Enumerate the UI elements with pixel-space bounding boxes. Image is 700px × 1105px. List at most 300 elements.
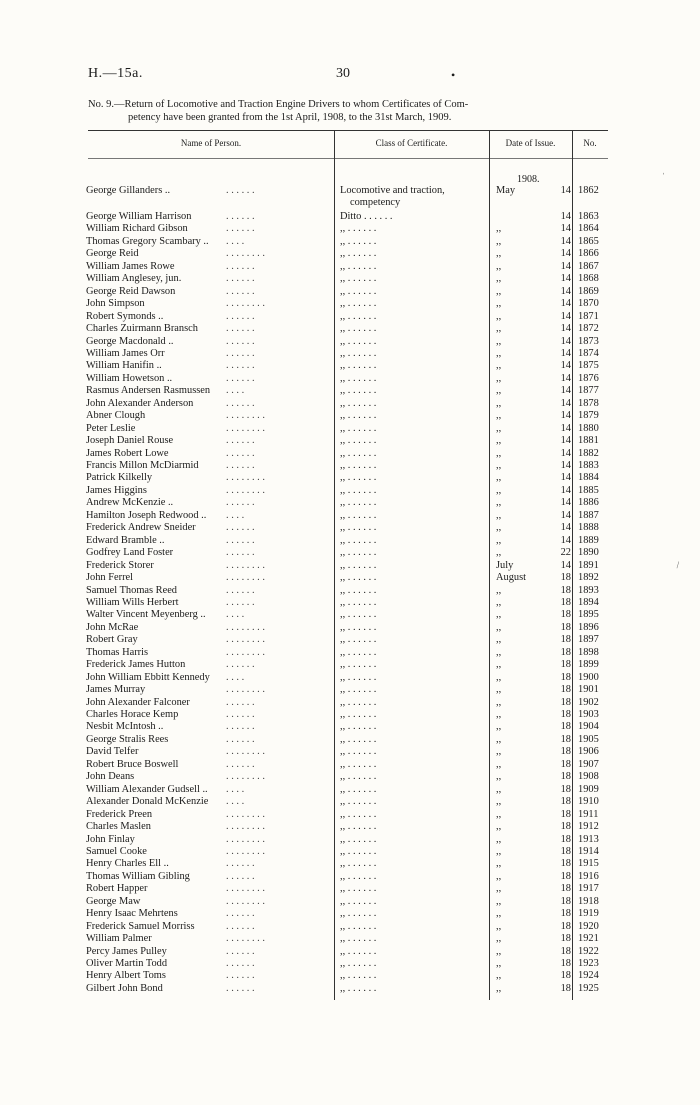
person-name: Robert Gray: [86, 634, 138, 646]
leader-dots: . . . .: [226, 796, 245, 808]
leader-dots: . . . . . .: [226, 260, 255, 272]
issue-day: 18: [560, 758, 571, 770]
margin-mark: \: [673, 560, 682, 571]
table-row: [0, 908, 700, 920]
table-row: [0, 448, 700, 460]
table-row: [0, 684, 700, 696]
leader-dots: . . . . . . . .: [226, 484, 265, 496]
certificate-class: ,, . . . . . .: [340, 447, 377, 459]
leader-dots: . . . .: [226, 385, 245, 397]
certificate-number: 1906: [578, 746, 599, 758]
certificate-number: 1866: [578, 248, 599, 260]
issue-day: 14: [560, 298, 571, 310]
issue-month: ,,: [496, 721, 502, 733]
leader-dots: . . . . . . . .: [226, 634, 265, 646]
person-name: George William Harrison: [86, 211, 192, 222]
person-name: Joseph Daniel Rouse: [86, 435, 174, 447]
leader-dots: . . . .: [226, 783, 245, 795]
certificate-class: ,, . . . . . .: [340, 783, 377, 795]
certificate-number: 1888: [578, 522, 599, 534]
certificate-number: 1925: [578, 982, 599, 994]
issue-month: ,,: [496, 808, 502, 820]
issue-month: ,,: [496, 783, 502, 795]
issue-day: 14: [560, 422, 571, 434]
issue-day: 22: [560, 547, 571, 559]
leader-dots: . . . . . .: [226, 696, 255, 708]
leader-dots: . . . . . .: [226, 596, 255, 608]
leader-dots: . . . .: [226, 609, 245, 621]
person-name: James Higgins: [86, 484, 147, 496]
certificate-class: ,, . . . . . .: [340, 733, 377, 745]
issue-day: 14: [560, 285, 571, 297]
certificate-number: 1919: [578, 908, 599, 920]
certificate-number: 1868: [578, 273, 599, 285]
person-name: James Robert Lowe: [86, 447, 169, 459]
table-row: [0, 647, 700, 659]
leader-dots: . . . . . .: [226, 709, 255, 720]
leader-dots: . . . . . .: [226, 460, 255, 471]
issue-day: 14: [560, 248, 571, 260]
person-name: William Howetson ..: [86, 372, 173, 384]
column-header-date: Date of Issue.: [505, 138, 556, 148]
leader-dots: . . . . . .: [226, 534, 255, 546]
person-name: John Simpson: [86, 298, 145, 310]
certificate-class: ,, . . . . . .: [340, 758, 377, 770]
table-row: [0, 472, 700, 484]
certificate-number: 1864: [578, 223, 599, 235]
certificate-class: ,, . . . . . .: [340, 970, 377, 982]
leader-dots: . . . . . .: [226, 721, 255, 733]
leader-dots: . . . . . . . .: [226, 646, 265, 658]
person-name: Walter Vincent Meyenberg ..: [86, 609, 206, 621]
table-row: [0, 659, 700, 671]
certificate-class: ,, . . . . . .: [340, 621, 377, 633]
certificate-number: 1889: [578, 534, 599, 546]
certificate-number: 1907: [578, 758, 599, 770]
issue-day: 14: [560, 410, 571, 422]
certificate-number: 1920: [578, 920, 599, 932]
certificate-class: ,, . . . . . .: [340, 908, 377, 920]
leader-dots: . . . . . .: [226, 447, 255, 459]
issue-day: 18: [560, 796, 571, 808]
issue-day: 14: [560, 223, 571, 235]
leader-dots: . . . . . . . .: [226, 883, 265, 895]
certificate-class: ,, . . . . . .: [340, 323, 377, 335]
issue-day: 18: [560, 659, 571, 671]
person-name: Rasmus Andersen Rasmussen: [86, 385, 211, 397]
person-name: Charles Horace Kemp: [86, 709, 179, 720]
person-name: Robert Symonds ..: [86, 310, 164, 322]
leader-dots: . . . . . .: [226, 659, 255, 671]
certificate-number: 1877: [578, 385, 599, 397]
certificate-number: 1865: [578, 235, 599, 247]
year-label: 1908.: [517, 174, 540, 185]
table-row: [0, 360, 700, 372]
issue-month: ,,: [496, 310, 502, 322]
leader-dots: . . . .: [226, 671, 245, 683]
issue-day: 18: [560, 883, 571, 895]
table-row: [0, 921, 700, 933]
issue-day: 14: [560, 185, 571, 196]
issue-day: 18: [560, 845, 571, 857]
certificate-number: 1863: [578, 211, 599, 222]
issue-day: 14: [560, 372, 571, 384]
certificate-number: 1869: [578, 285, 599, 297]
leader-dots: . . . . . .: [226, 958, 255, 969]
certificate-number: 1897: [578, 634, 599, 646]
issue-day: 14: [560, 310, 571, 322]
certificate-class: ,, . . . . . .: [340, 484, 377, 496]
leader-dots: . . . . . .: [226, 285, 255, 297]
column-header-class: Class of Certificate.: [375, 138, 448, 148]
person-name: John Finlay: [86, 833, 135, 845]
certificate-number: 1896: [578, 621, 599, 633]
table-row: [0, 746, 700, 758]
person-name: Francis Millon McDiarmid: [86, 460, 199, 471]
issue-month: ,,: [496, 671, 502, 683]
person-name: William James Rowe: [86, 260, 175, 272]
table-row: [0, 883, 700, 895]
leader-dots: . . . .: [226, 509, 245, 521]
table-row: [0, 784, 700, 796]
column-header-name: Name of Person.: [180, 138, 242, 148]
leader-dots: . . . . . .: [226, 970, 255, 982]
person-name: George Macdonald ..: [86, 335, 174, 347]
issue-month: ,,: [496, 758, 502, 770]
table-row: [0, 510, 700, 522]
certificate-number: 1910: [578, 796, 599, 808]
person-name: Henry Isaac Mehrtens: [86, 908, 178, 920]
leader-dots: . . . . . .: [226, 733, 255, 745]
person-name: Edward Bramble ..: [86, 534, 165, 546]
certificate-class: ,, . . . . . .: [340, 808, 377, 820]
certificate-class: ,, . . . . . .: [340, 696, 377, 708]
leader-dots: . . . . . . . .: [226, 746, 265, 758]
person-name: John Ferrel: [86, 572, 134, 584]
first-class-line-2: competency: [350, 197, 401, 209]
issue-day: 18: [560, 696, 571, 708]
issue-month: ,,: [496, 584, 502, 596]
issue-month: ,,: [496, 460, 502, 471]
person-name: Abner Clough: [86, 410, 146, 422]
certificate-number: 1873: [578, 335, 599, 347]
table-row: [0, 821, 700, 833]
issue-month: ,,: [496, 260, 502, 272]
table-row: [0, 609, 700, 621]
certificate-number: 1904: [578, 721, 599, 733]
issue-month: ,,: [496, 945, 502, 957]
person-name: Frederick James Hutton: [86, 659, 186, 671]
certificate-class: ,, . . . . . .: [340, 920, 377, 932]
leader-dots: . . . . . .: [226, 870, 255, 882]
issue-month: ,,: [496, 733, 502, 745]
issue-month: ,,: [496, 646, 502, 658]
certificate-class: ,, . . . . . .: [340, 559, 377, 571]
certificate-class: ,, . . . . . .: [340, 596, 377, 608]
issue-month: ,,: [496, 335, 502, 347]
issue-day: 18: [560, 671, 571, 683]
issue-day: 14: [560, 522, 571, 534]
issue-day: 14: [560, 347, 571, 359]
person-name: Thomas William Gibling: [86, 870, 190, 882]
person-name: William Alexander Gudsell ..: [86, 783, 208, 795]
certificate-number: 1909: [578, 783, 599, 795]
certificate-number: 1887: [578, 509, 599, 521]
leader-dots: . . . . . . . .: [226, 422, 265, 434]
issue-day: 18: [560, 634, 571, 646]
certificate-class: ,, . . . . . .: [340, 285, 377, 297]
table-row: [0, 809, 700, 821]
table-row: [0, 672, 700, 684]
certificate-number: 1916: [578, 870, 599, 882]
issue-month: ,,: [496, 883, 502, 895]
certificate-number: 1913: [578, 833, 599, 845]
table-title: [88, 98, 608, 124]
certificate-number: 1870: [578, 298, 599, 310]
table-row: [0, 348, 700, 360]
person-name: Henry Charles Ell ..: [86, 858, 169, 870]
certificate-class: ,, . . . . . .: [340, 721, 377, 733]
issue-day: 18: [560, 821, 571, 833]
issue-month: ,,: [496, 347, 502, 359]
leader-dots: . . . . . . . .: [226, 808, 265, 820]
person-name: John Alexander Falconer: [86, 696, 190, 708]
issue-month: ,,: [496, 298, 502, 310]
page-number: 30: [336, 66, 350, 81]
table-row: [0, 248, 700, 260]
table-top-rule: [88, 130, 608, 131]
issue-month: ,,: [496, 684, 502, 696]
certificate-number: 1923: [578, 958, 599, 969]
certificate-number: 1924: [578, 970, 599, 982]
leader-dots: . . . . . .: [226, 223, 255, 235]
issue-month: ,,: [496, 484, 502, 496]
issue-day: 14: [560, 497, 571, 509]
certificate-class: ,, . . . . . .: [340, 310, 377, 322]
issue-day: 18: [560, 870, 571, 882]
table-row: [0, 771, 700, 783]
issue-month: ,,: [496, 746, 502, 758]
certificate-number: 1921: [578, 933, 599, 945]
issue-month: ,,: [496, 223, 502, 235]
certificate-class: ,, . . . . . .: [340, 534, 377, 546]
issue-day: 18: [560, 970, 571, 982]
first-class-line-1: Locomotive and traction,: [340, 185, 445, 196]
table-row: [0, 485, 700, 497]
issue-day: 14: [560, 435, 571, 447]
person-name: Robert Happer: [86, 883, 148, 895]
person-name: Oliver Martin Todd: [86, 958, 168, 969]
certificate-class: ,, . . . . . .: [340, 584, 377, 596]
certificate-class: ,, . . . . . .: [340, 883, 377, 895]
issue-month: ,,: [496, 771, 502, 783]
person-name: Frederick Storer: [86, 559, 154, 571]
certificate-class: ,, . . . . . .: [340, 385, 377, 397]
table-row: [0, 572, 700, 584]
certificate-class: ,, . . . . . .: [340, 347, 377, 359]
leader-dots: . . . . . .: [226, 982, 255, 994]
issue-day: 18: [560, 982, 571, 994]
issue-day: 18: [560, 646, 571, 658]
certificate-class: ,, . . . . . .: [340, 223, 377, 235]
issue-day: 18: [560, 858, 571, 870]
certificate-number: 1912: [578, 821, 599, 833]
issue-day: 14: [560, 460, 571, 471]
person-name: William Hanifin ..: [86, 360, 162, 372]
certificate-number: 1900: [578, 671, 599, 683]
leader-dots: . . . . . . . .: [226, 298, 265, 310]
issue-day: 18: [560, 609, 571, 621]
certificate-class: ,, . . . . . .: [340, 709, 377, 720]
issue-month: ,,: [496, 933, 502, 945]
issue-month: ,,: [496, 323, 502, 335]
table-row: [0, 858, 700, 870]
certificate-number: 1903: [578, 709, 599, 720]
issue-month: ,,: [496, 447, 502, 459]
certificate-number: 1867: [578, 260, 599, 272]
certificate-number: 1911: [578, 808, 599, 820]
issue-month: ,,: [496, 235, 502, 247]
issue-month: ,,: [496, 845, 502, 857]
certificate-class: ,, . . . . . .: [340, 634, 377, 646]
issue-day: 14: [560, 211, 571, 222]
issue-day: 14: [560, 385, 571, 397]
certificate-number: 1893: [578, 584, 599, 596]
certificate-class: ,, . . . . . .: [340, 260, 377, 272]
issue-month: ,,: [496, 522, 502, 534]
leader-dots: . . . . . .: [226, 310, 255, 322]
person-name: George Stralis Rees: [86, 733, 169, 745]
person-name: John Alexander Anderson: [86, 397, 194, 409]
certificate-class: ,, . . . . . .: [340, 460, 377, 471]
certificate-number: 1880: [578, 422, 599, 434]
certificate-class: ,, . . . . . .: [340, 821, 377, 833]
issue-day: 14: [560, 472, 571, 484]
certificate-class: ,, . . . . . .: [340, 509, 377, 521]
certificate-class: ,, . . . . . .: [340, 497, 377, 509]
certificate-class: ,, . . . . . .: [340, 933, 377, 945]
certificate-number: 1884: [578, 472, 599, 484]
issue-day: 18: [560, 572, 571, 584]
table-title-line-2: petency have been granted from the 1st April, 1908, to the 31st March, 1909.: [128, 112, 452, 123]
table-row: [0, 734, 700, 746]
person-name: William Palmer: [86, 933, 152, 945]
issue-month: ,,: [496, 821, 502, 833]
certificate-class: ,, . . . . . .: [340, 273, 377, 285]
issue-day: 18: [560, 920, 571, 932]
person-name: Robert Bruce Boswell: [86, 758, 179, 770]
certificate-number: 1876: [578, 372, 599, 384]
issue-day: 18: [560, 933, 571, 945]
issue-month: May: [496, 185, 516, 196]
person-name: Henry Albert Toms: [86, 970, 166, 982]
certificate-number: 1905: [578, 733, 599, 745]
issue-month: ,,: [496, 833, 502, 845]
certificate-number: 1890: [578, 547, 599, 559]
person-name: George Maw: [86, 895, 141, 907]
leader-dots: . . . . . . . .: [226, 621, 265, 633]
table-row: [0, 622, 700, 634]
issue-day: 14: [560, 235, 571, 247]
certificate-class: ,, . . . . . .: [340, 684, 377, 696]
issue-day: 18: [560, 958, 571, 969]
issue-month: ,,: [496, 509, 502, 521]
person-name: Thomas Gregory Scambary ..: [86, 235, 209, 247]
issue-month: ,,: [496, 895, 502, 907]
table-row: [0, 721, 700, 733]
issue-day: 18: [560, 684, 571, 696]
issue-month: ,,: [496, 360, 502, 372]
issue-day: 18: [560, 945, 571, 957]
certificate-class: ,, . . . . . .: [340, 870, 377, 882]
person-name: Hamilton Joseph Redwood ..: [86, 509, 207, 521]
certificate-number: 1872: [578, 323, 599, 335]
certificate-number: 1917: [578, 883, 599, 895]
issue-month: ,,: [496, 472, 502, 484]
certificate-class: ,, . . . . . .: [340, 248, 377, 260]
certificate-class: ,, . . . . . .: [340, 422, 377, 434]
person-name: John Deans: [86, 771, 135, 783]
leader-dots: . . . . . . . .: [226, 821, 265, 833]
issue-day: 14: [560, 260, 571, 272]
issue-month: ,,: [496, 920, 502, 932]
table-row: [0, 597, 700, 609]
person-name: William James Orr: [86, 347, 165, 359]
issue-month: ,,: [496, 858, 502, 870]
certificate-class: ,, . . . . . .: [340, 659, 377, 671]
certificate-class: ,, . . . . . .: [340, 472, 377, 484]
issue-month: July: [496, 559, 514, 571]
margin-mark: ˈ: [662, 172, 666, 183]
column-header-no: No.: [583, 138, 597, 148]
certificate-number: 1914: [578, 845, 599, 857]
table-row: [0, 185, 700, 197]
table-row: [0, 796, 700, 808]
leader-dots: . . . . . .: [226, 347, 255, 359]
certificate-class: ,, . . . . . .: [340, 547, 377, 559]
issue-day: 14: [560, 335, 571, 347]
certificate-number: 1882: [578, 447, 599, 459]
issue-day: 18: [560, 596, 571, 608]
person-name: David Telfer: [86, 746, 139, 758]
person-name: Nesbit McIntosh ..: [86, 721, 164, 733]
certificate-class: ,, . . . . . .: [340, 609, 377, 621]
person-name: Percy James Pulley: [86, 945, 167, 957]
certificate-class: Ditto . . . . . .: [340, 211, 393, 222]
table-row: [0, 497, 700, 509]
leader-dots: . . . . . .: [226, 323, 255, 335]
issue-month: ,,: [496, 696, 502, 708]
issue-day: 14: [560, 273, 571, 285]
issue-day: 18: [560, 908, 571, 920]
table-row: [0, 298, 700, 310]
certificate-class: ,, . . . . . .: [340, 335, 377, 347]
issue-month: ,,: [496, 534, 502, 546]
person-name: William Wills Herbert: [86, 596, 179, 608]
leader-dots: . . . . . .: [226, 758, 255, 770]
certificate-class: ,, . . . . . .: [340, 671, 377, 683]
table-row: [0, 834, 700, 846]
table-row: [0, 896, 700, 908]
certificate-number: 1915: [578, 858, 599, 870]
issue-day: 18: [560, 771, 571, 783]
person-name: Charles Zuirmann Bransch: [86, 323, 198, 335]
issue-month: ,,: [496, 385, 502, 397]
table-row: [0, 946, 700, 958]
certificate-number: 1875: [578, 360, 599, 372]
certificate-class: ,, . . . . . .: [340, 833, 377, 845]
certificate-number: 1902: [578, 696, 599, 708]
